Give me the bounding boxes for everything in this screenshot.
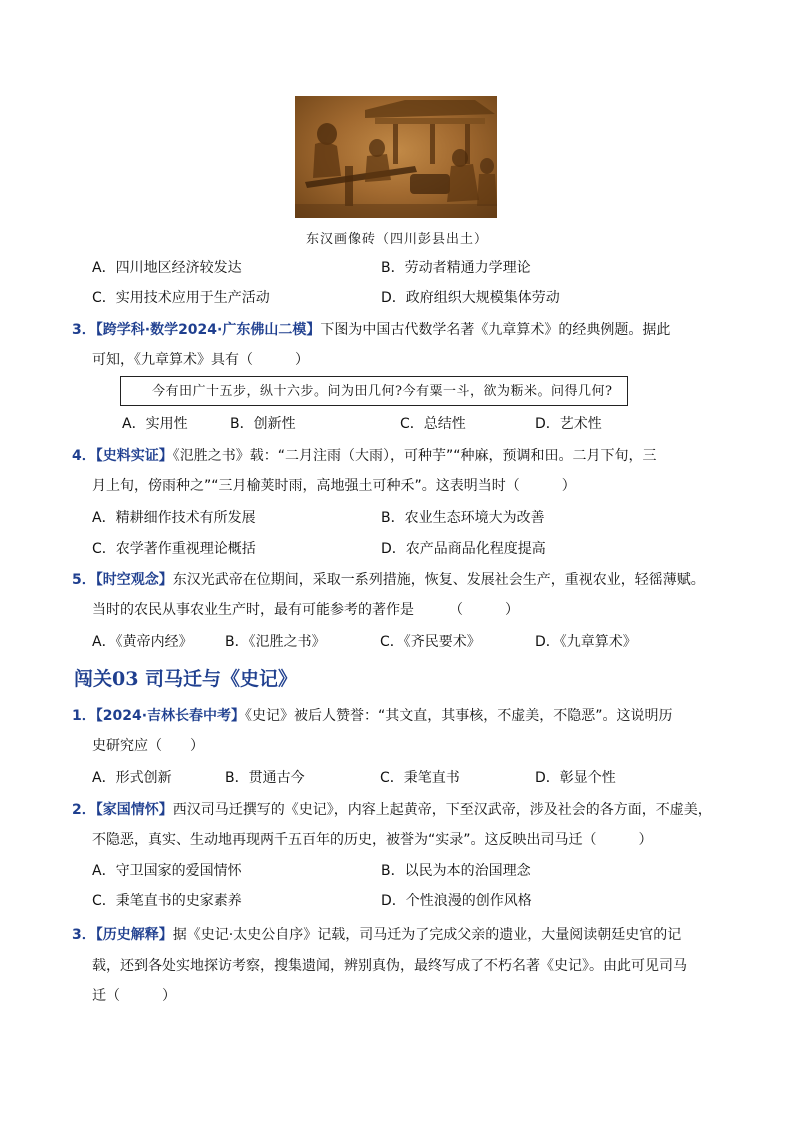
question-text: 西汉司马迁撰写的《史记》，内容上起黄帝，下至汉武帝，涉及社会的各方面，不虚美， bbox=[172, 802, 712, 818]
option-a: A．形式创新 bbox=[92, 770, 172, 786]
option-d: D．政府组织大规模集体劳动 bbox=[381, 290, 560, 306]
option-a: A．守卫国家的爱国情怀 bbox=[92, 863, 242, 879]
option-d: D．彰显个性 bbox=[535, 770, 616, 786]
option-c: C．《齐民要术》 bbox=[380, 634, 481, 650]
option-a: A．实用性 bbox=[122, 416, 188, 432]
question-5-line1 bbox=[72, 570, 705, 590]
option-b: B．劳动者精通力学理论 bbox=[381, 260, 531, 276]
option-d: D．农产品商品化程度提高 bbox=[381, 541, 546, 557]
option-b: B．以民为本的治国理念 bbox=[381, 863, 531, 879]
quote-text: 今有田广十五步，纵十六步。问为田几何?今有粟一斗，欲为粝米。问得几何? bbox=[152, 384, 613, 399]
question-number: 5． bbox=[72, 572, 96, 588]
option-b: B．《氾胜之书》 bbox=[225, 634, 326, 650]
section-title: 闯关03 司马迁与《史记》 bbox=[74, 668, 298, 690]
question-text: 东汉光武帝在位期间，采取一系列措施，恢复、发展社会生产，重视农业，轻徭薄赋。 bbox=[172, 572, 705, 588]
section-question-2-line1 bbox=[72, 800, 712, 820]
question-number: 2． bbox=[72, 802, 96, 818]
option-b: B．农业生态环境大为改善 bbox=[381, 510, 545, 526]
section-question-1-line2: 史研究应（ ） bbox=[92, 738, 204, 754]
question-text: 据《史记·太史公自序》记载，司马迁为了完成父亲的遗业，大量阅读朝廷史官的记 bbox=[172, 927, 682, 943]
option-a: A．四川地区经济较发达 bbox=[92, 260, 242, 276]
question-tag: 【史料实证】 bbox=[95, 448, 173, 464]
question-tag: 【历史解释】 bbox=[95, 927, 173, 943]
question-4-line1 bbox=[72, 446, 657, 466]
option-a: A．《黄帝内经》 bbox=[92, 634, 193, 650]
question-tag: 【时空观念】 bbox=[95, 572, 173, 588]
option-a: A．精耕细作技术有所发展 bbox=[92, 510, 256, 526]
question-text: 下图为中国古代数学名著《九章算术》的经典例题。据此 bbox=[320, 322, 671, 338]
relief-brick-drawing bbox=[295, 96, 497, 218]
option-c: C．秉笔直书的史家素养 bbox=[92, 893, 242, 909]
figure-caption: 东汉画像砖（四川彭县出土） bbox=[305, 232, 488, 247]
question-3-line2: 可知，《九章算术》具有（ ） bbox=[92, 352, 309, 368]
option-d: D．艺术性 bbox=[535, 416, 602, 432]
option-b: B．贯通古今 bbox=[225, 770, 305, 786]
option-c: C．农学著作重视理论概括 bbox=[92, 541, 256, 557]
question-3-line1 bbox=[72, 320, 670, 340]
option-c: C．总结性 bbox=[400, 416, 466, 432]
question-number: 3． bbox=[72, 927, 96, 943]
option-d: D．个性浪漫的创作风格 bbox=[381, 893, 532, 909]
relief-brick-image bbox=[295, 96, 497, 218]
question-tag: 【家国情怀】 bbox=[95, 802, 173, 818]
section-question-3-line3: 迁（ ） bbox=[92, 988, 176, 1004]
question-number: 1． bbox=[72, 708, 96, 724]
question-text: 《史记》被后人赞誉：“其文直，其事核，不虚美，不隐恶”。这说明历 bbox=[245, 708, 673, 724]
option-c: C．秉笔直书 bbox=[380, 770, 460, 786]
question-4-line2: 月上旬，傍雨种之”“三月榆荚时雨，高地强土可种禾”。这表明当时（ ） bbox=[92, 478, 576, 494]
question-number: 3． bbox=[72, 322, 96, 338]
question-number: 4． bbox=[72, 448, 96, 464]
section-question-1-line1 bbox=[72, 706, 673, 726]
option-c: C．实用技术应用于生产活动 bbox=[92, 290, 270, 306]
question-tag: 【2024·吉林长春中考】 bbox=[95, 708, 246, 724]
question-text: 《氾胜之书》载：“二月注雨（大雨），可种芋”“种麻，预调和田。二月下旬，三 bbox=[172, 448, 657, 464]
option-b: B．创新性 bbox=[230, 416, 296, 432]
question-tag: 【跨学科·数学2024·广东佛山二模】 bbox=[95, 322, 321, 338]
section-question-2-line2: 不隐恶，真实、生动地再现两千五百年的历史，被誉为“实录”。这反映出司马迁（ ） bbox=[92, 832, 653, 848]
option-d: D．《九章算术》 bbox=[535, 634, 637, 650]
section-question-3-line2: 载，还到各处实地探访考察，搜集遗闻，辨别真伪，最终写成了不朽名著《史记》。由此可见司马 bbox=[92, 958, 687, 974]
question-5-line2: 当时的农民从事农业生产时，最有可能参考的著作是 （ ） bbox=[92, 602, 519, 618]
section-question-3-line1 bbox=[72, 925, 681, 945]
